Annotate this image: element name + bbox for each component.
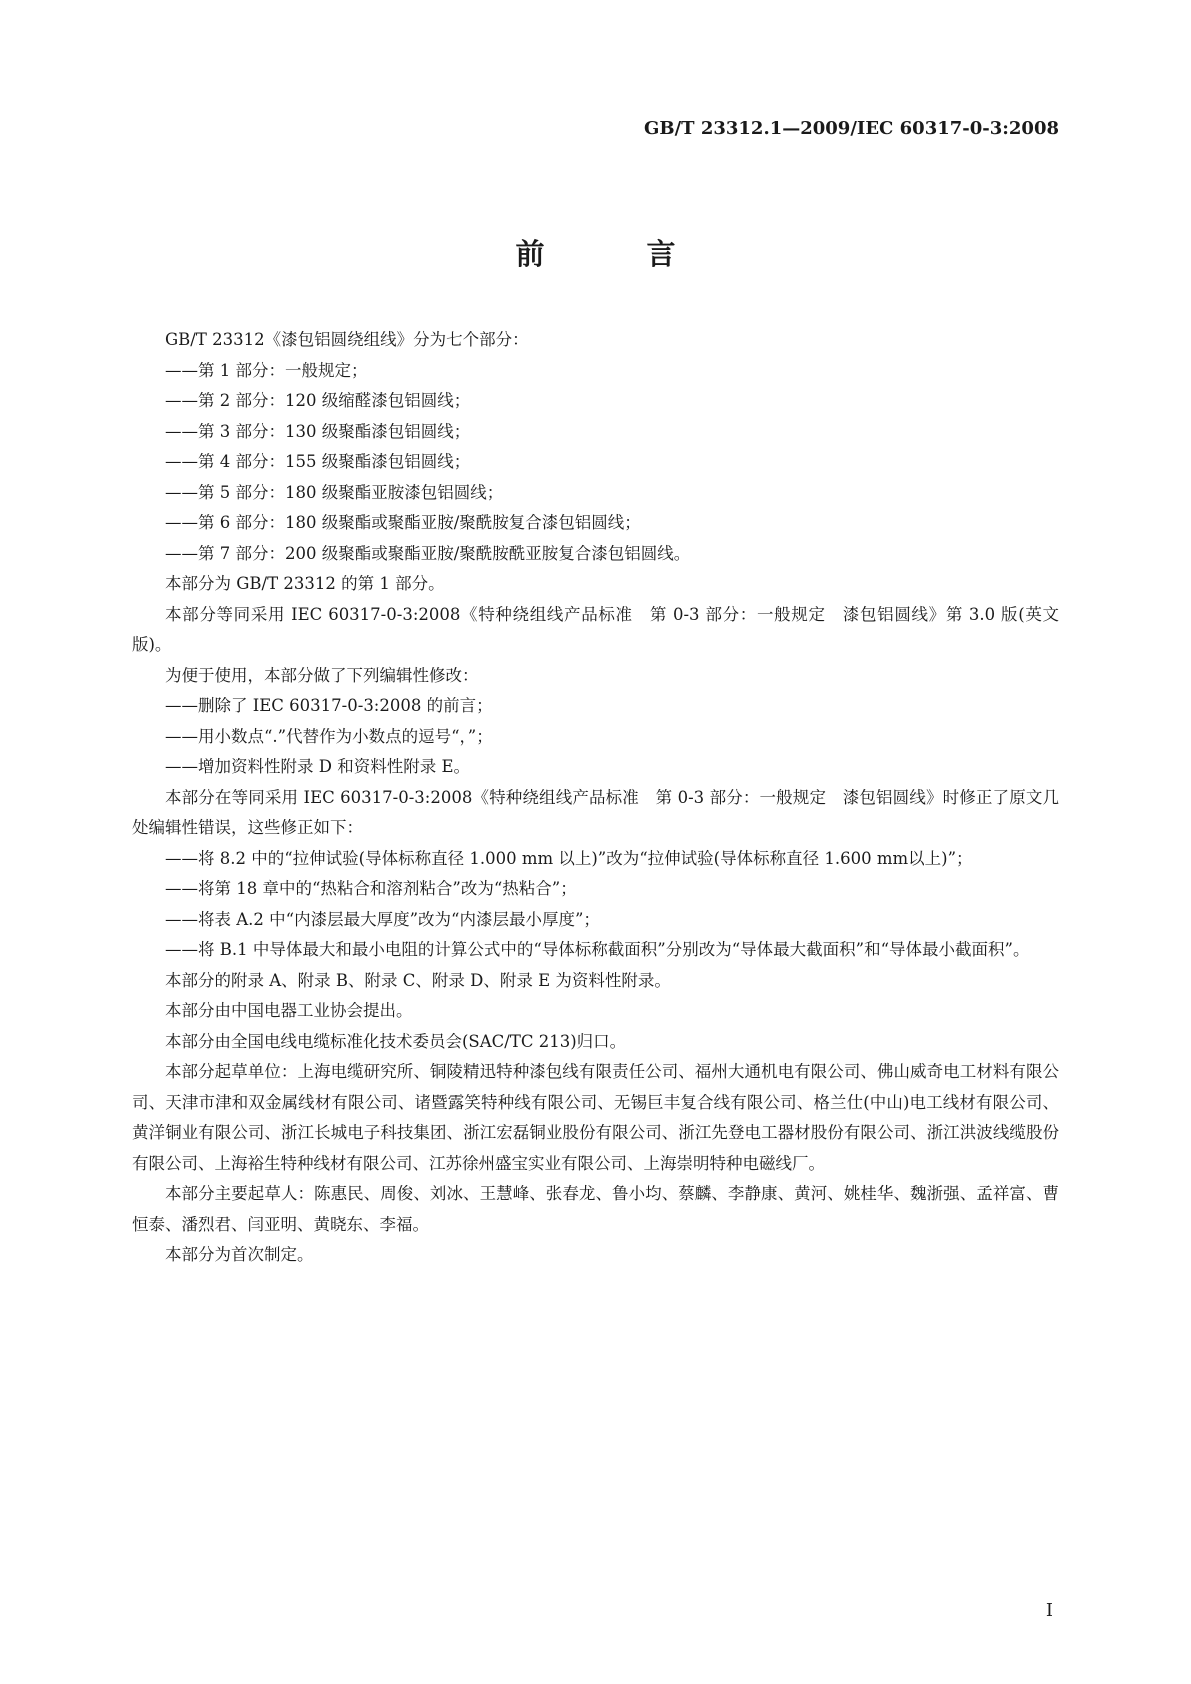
paragraph: 本部分由全国电线电缆标准化技术委员会(SAC/TC 213)归口。 [165, 1031, 627, 1051]
paragraph: 本部分为首次制定。 [165, 1245, 314, 1264]
part-item: ——第 5 部分：180 级聚酯亚胺漆包铝圆线； [165, 482, 504, 502]
paragraph: 为便于使用，本部分做了下列编辑性修改： [165, 665, 479, 685]
part-item: ——第 3 部分：130 级聚酯漆包铝圆线； [165, 421, 471, 441]
edit-item: ——用小数点“.”代替作为小数点的逗号“，”； [165, 726, 493, 746]
correction-item: ——将第 18 章中的“热粘合和溶剂粘合”改为“热粘合”； [165, 879, 577, 898]
paragraph: 本部分由中国电器工业协会提出。 [165, 1001, 413, 1020]
standard-code: GB/T 23312.1—2009/IEC 60317-0-3:2008 [644, 118, 1059, 139]
paragraph: 本部分在等同采用 IEC 60317-0-3:2008《特种绕组线产品标准 第 0-3 部分：一般规定 漆包铝圆线》时修正了原文几处编辑性错误，这些修正如下： [132, 787, 1059, 837]
intro-paragraph: GB/T 23312《漆包铝圆绕组线》分为七个部分： [165, 330, 529, 349]
correction-item: ——将 8.2 中的“拉伸试验(导体标称直径 1.000 mm 以上)”改为“拉伸试验(导体标称直径 1.600 mm以上)”； [165, 848, 973, 868]
edit-item: ——增加资料性附录 D 和资料性附录 E。 [165, 757, 471, 776]
correction-item: ——将表 A.2 中“内漆层最大厚度”改为“内漆层最小厚度”； [165, 909, 600, 929]
paragraph: 本部分起草单位：上海电缆研究所、铜陵精迅特种漆包线有限责任公司、福州大通机电有限公司、佛山威奇电工材料有限公司、天津市津和双金属线材有限公司、诸暨露笑特种线有限公司、无锡巨丰复合线有限公司、格兰仕(中山)电工线材有限公司、黄洋铜业有限公司、浙江长城电子科技集团、浙江宏磊铜业股份有限公司、浙江先登电工器材股份有限公司、浙江洪波线缆股份有限公司、上海裕生特种线材有限公司、江苏徐州盛宝实业有限公司、上海崇明特种电磁线厂。 [132, 1062, 1059, 1173]
foreword-body [132, 325, 1059, 1271]
page-number: I [1045, 1600, 1053, 1621]
part-item: ——第 7 部分：200 级聚酯或聚酯亚胺/聚酰胺酰亚胺复合漆包铝圆线。 [165, 543, 691, 563]
paragraph: 本部分为 GB/T 23312 的第 1 部分。 [165, 574, 445, 593]
part-item: ——第 6 部分：180 级聚酯或聚酯亚胺/聚酰胺复合漆包铝圆线； [165, 513, 641, 532]
paragraph: 本部分的附录 A、附录 B、附录 C、附录 D、附录 E 为资料性附录。 [165, 970, 671, 990]
paragraph: 本部分等同采用 IEC 60317-0-3:2008《特种绕组线产品标准 第 0-3 部分：一般规定 漆包铝圆线》第 3.0 版(英文版)。 [132, 604, 1059, 654]
page-title: 前 言 [515, 237, 722, 271]
edit-item: ——删除了 IEC 60317-0-3:2008 的前言； [165, 696, 493, 715]
part-item: ——第 1 部分：一般规定； [165, 360, 368, 380]
correction-item: ——将 B.1 中导体最大和最小电阻的计算公式中的“导体标称截面积”分别改为“导体最大截面积”和“导体最小截面积”。 [165, 940, 1030, 959]
part-item: ——第 2 部分：120 级缩醛漆包铝圆线； [165, 391, 471, 410]
paragraph: 本部分主要起草人：陈惠民、周俊、刘冰、王慧峰、张春龙、鲁小均、蔡麟、李静康、黄河、姚桂华、魏浙强、孟祥富、曹恒泰、潘烈君、闫亚明、黄晓东、李福。 [132, 1184, 1059, 1234]
part-item: ——第 4 部分：155 级聚酯漆包铝圆线； [165, 452, 471, 471]
